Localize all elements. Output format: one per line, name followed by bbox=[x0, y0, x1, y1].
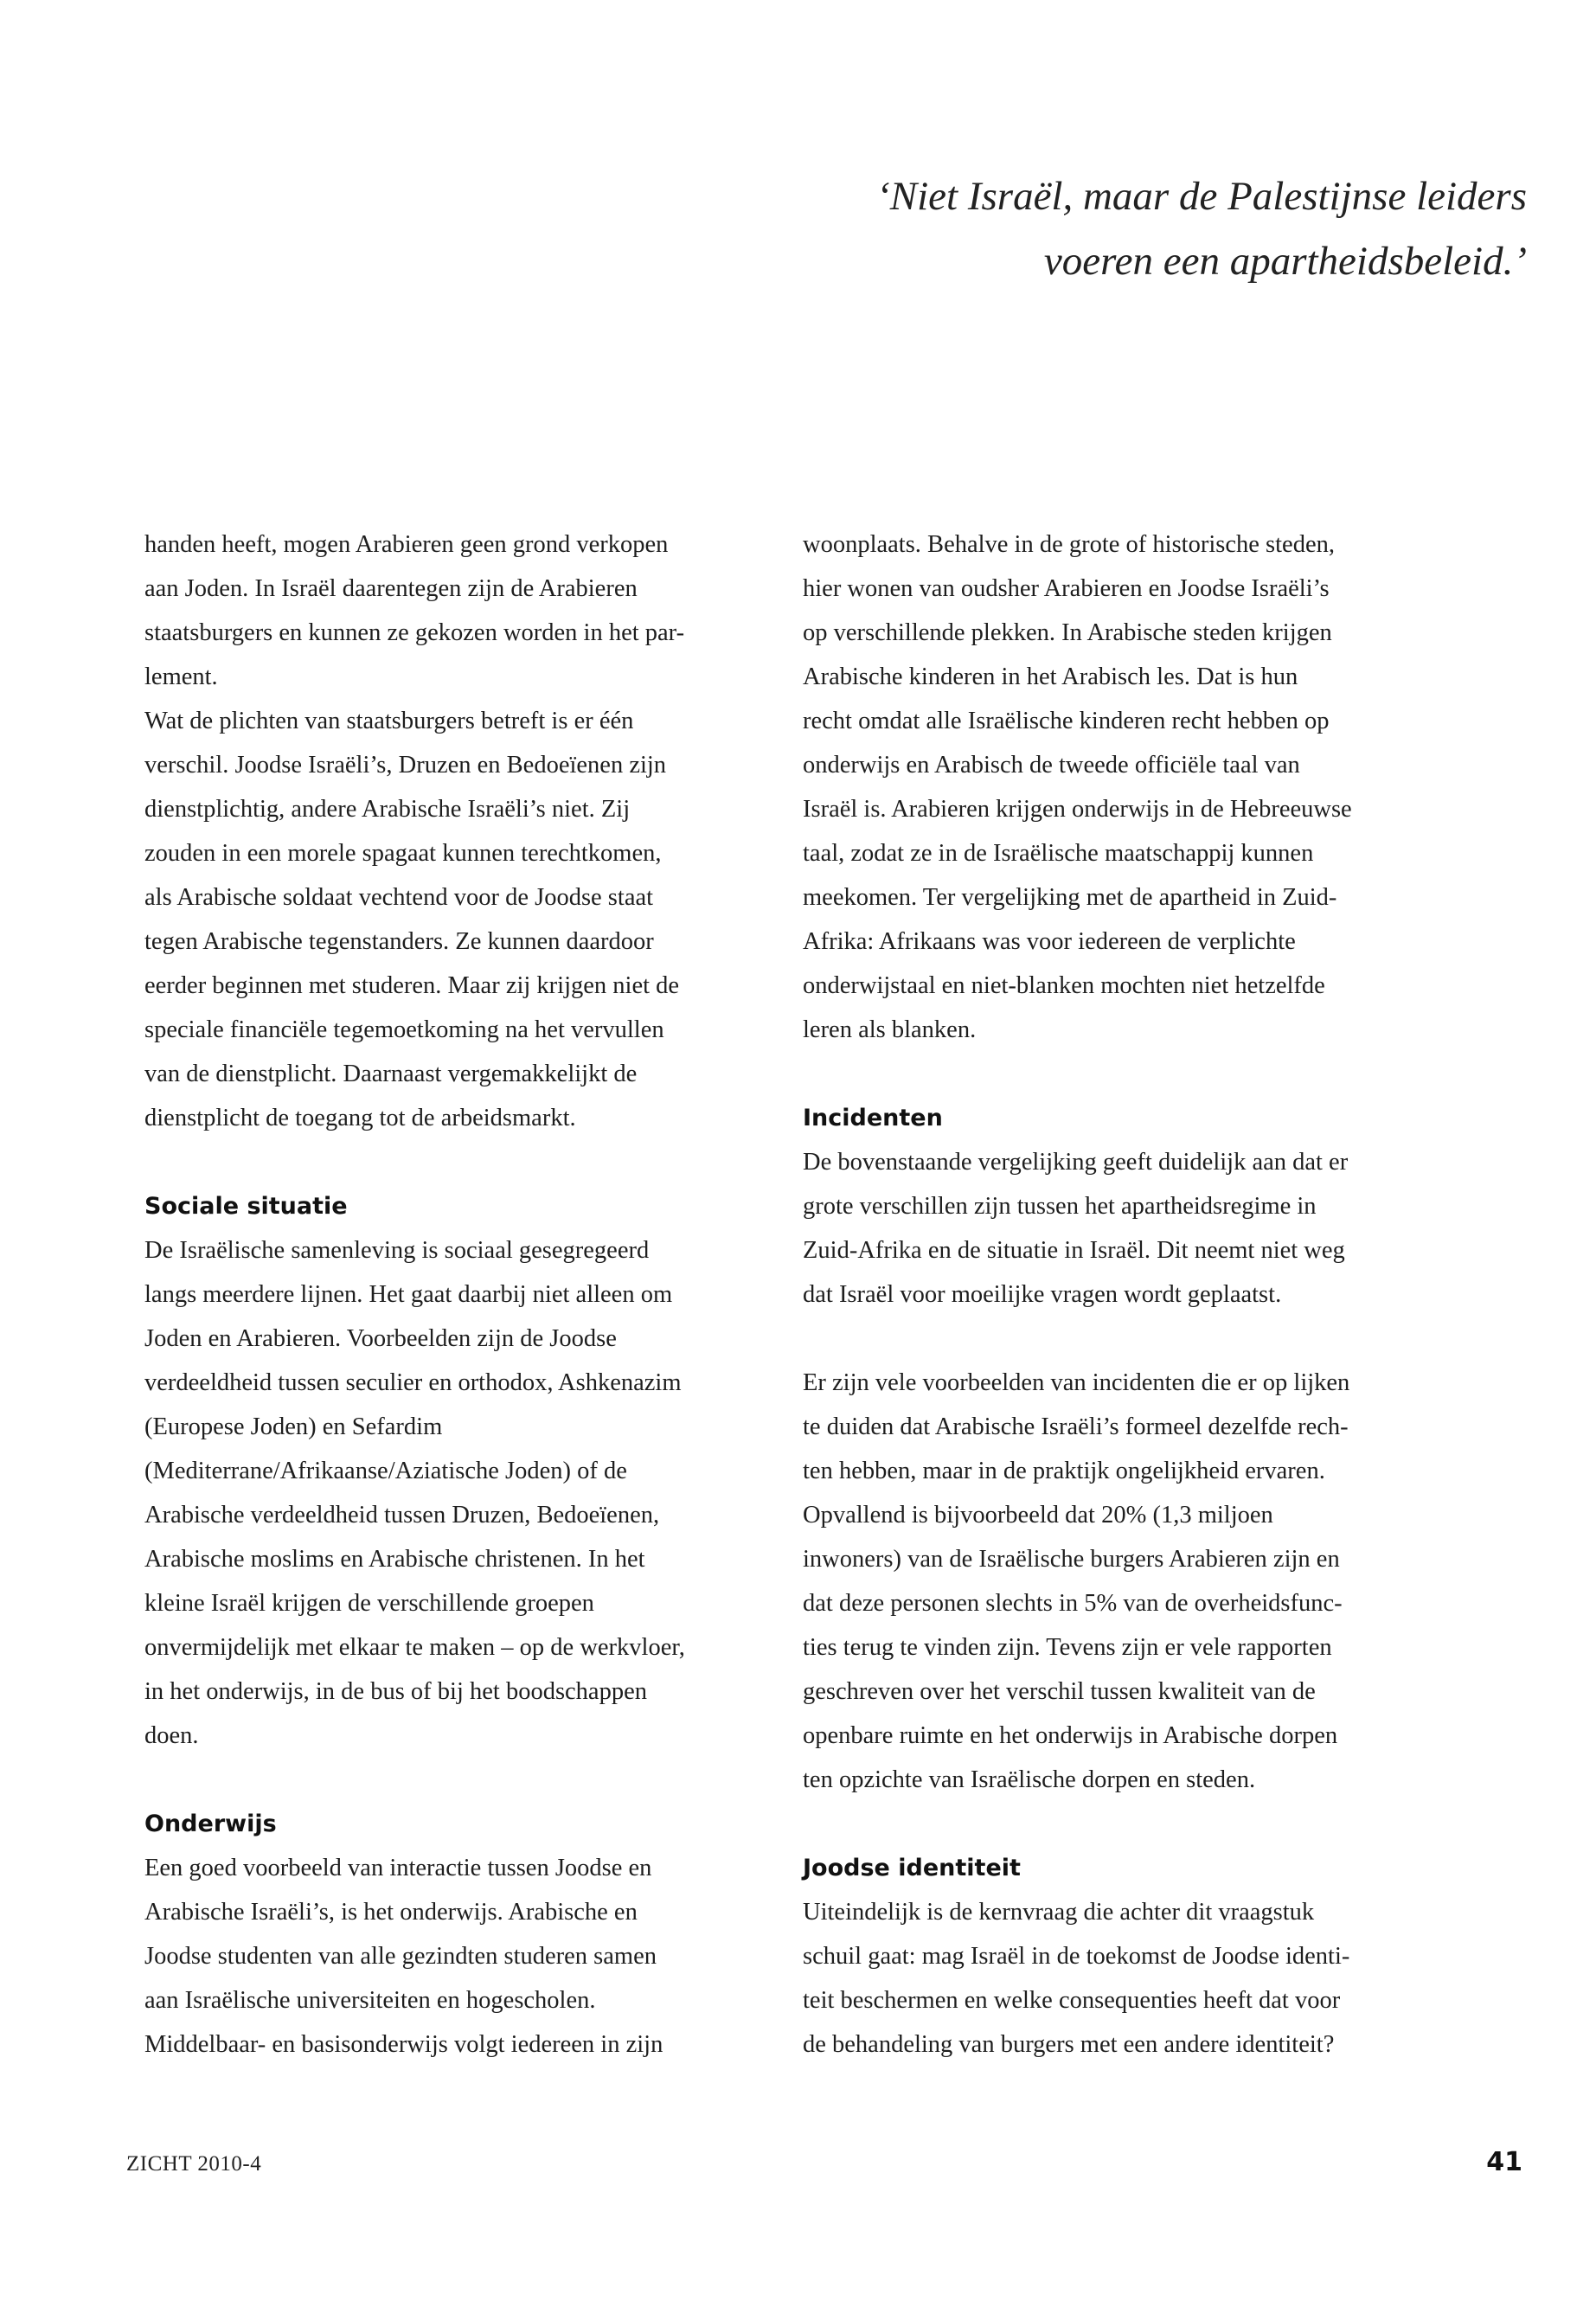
text-line: Arabische verdeeldheid tussen Druzen, Bedoeïenen, bbox=[144, 1502, 660, 1529]
text-line: ties terug te vinden zijn. Tevens zijn er vele rapporten bbox=[803, 1634, 1332, 1661]
text-line: Israël is. Arabieren krijgen onderwijs in de Hebreeuwse bbox=[803, 796, 1352, 823]
text-line: handen heeft, mogen Arabieren geen grond verkopen bbox=[144, 531, 669, 558]
pull-quote-line: voeren een apartheidsbeleid.’ bbox=[1043, 239, 1527, 284]
text-line: als Arabische soldaat vechtend voor de Joodse staat bbox=[144, 884, 654, 911]
text-line: Uiteindelijk is de kernvraag die achter dit vraagstuk bbox=[803, 1899, 1315, 1926]
pull-quote-line: ‘Niet Israël, maar de Palestijnse leiders bbox=[876, 174, 1527, 219]
text-line: te duiden dat Arabische Israëli’s formeel dezelfde rech- bbox=[803, 1413, 1349, 1440]
text-line: recht omdat alle Israëlische kinderen recht hebben op bbox=[803, 708, 1330, 734]
text-line: langs meerdere lijnen. Het gaat daarbij niet alleen om bbox=[144, 1281, 673, 1308]
text-line: woonplaats. Behalve in de grote of historische steden, bbox=[803, 531, 1335, 558]
text-line: Afrika: Afrikaans was voor iedereen de verplichte bbox=[803, 928, 1296, 955]
right-column bbox=[803, 522, 1391, 2067]
text-line: verschil. Joodse Israëli’s, Druzen en Bedoeïenen zijn bbox=[144, 752, 667, 779]
text-line: tegen Arabische tegenstanders. Ze kunnen daardoor bbox=[144, 928, 654, 955]
text-line: Joodse studenten van alle gezindten studeren samen bbox=[144, 1943, 657, 1970]
text-line: onderwijstaal en niet-blanken mochten niet hetzelfde bbox=[803, 972, 1325, 999]
paragraph bbox=[803, 1361, 1391, 1802]
text-line: (Europese Joden) en Sefardim bbox=[144, 1413, 443, 1440]
text-line: onvermijdelijk met elkaar te maken – op de werkvloer, bbox=[144, 1634, 685, 1661]
text-line: ten hebben, maar in de praktijk ongelijkheid ervaren. bbox=[803, 1458, 1325, 1484]
text-line: kleine Israël krijgen de verschillende groepen bbox=[144, 1590, 594, 1617]
text-line: teit beschermen en welke consequenties heeft dat voor bbox=[803, 1987, 1341, 2014]
text-line: dienstplichtig, andere Arabische Israëli’s niet. Zij bbox=[144, 796, 631, 823]
text-line: Arabische moslims en Arabische christenen. In het bbox=[144, 1546, 645, 1573]
page-number: 41 bbox=[1486, 2147, 1522, 2177]
text-line: zouden in een morele spagaat kunnen terechtkomen, bbox=[144, 840, 662, 867]
text-line: doen. bbox=[144, 1722, 199, 1749]
spacer bbox=[144, 1758, 733, 1802]
section-heading: Joodse identiteit bbox=[803, 1855, 1021, 1881]
paragraph bbox=[144, 522, 733, 699]
paragraph bbox=[144, 699, 733, 1140]
spacer bbox=[803, 1317, 1391, 1361]
section-heading: Incidenten bbox=[803, 1105, 943, 1131]
paragraph bbox=[803, 522, 1391, 1052]
text-line: verdeeldheid tussen seculier en orthodox, Ashkenazim bbox=[144, 1369, 682, 1396]
text-line: Wat de plichten van staatsburgers betreft is er één bbox=[144, 708, 634, 734]
paragraph bbox=[803, 1890, 1391, 2067]
text-line: dat Israël voor moeilijke vragen wordt geplaatst. bbox=[803, 1281, 1282, 1308]
text-line: openbare ruimte en het onderwijs in Arabische dorpen bbox=[803, 1722, 1338, 1749]
paragraph bbox=[144, 1228, 733, 1758]
text-line: Middelbaar- en basisonderwijs volgt iedereen in zijn bbox=[144, 2031, 663, 2058]
text-line: aan Joden. In Israël daarentegen zijn de Arabieren bbox=[144, 575, 638, 602]
text-line: meekomen. Ter vergelijking met de apartheid in Zuid- bbox=[803, 884, 1337, 911]
text-line: inwoners) van de Israëlische burgers Arabieren zijn en bbox=[803, 1546, 1340, 1573]
paragraph bbox=[803, 1140, 1391, 1317]
text-line: lement. bbox=[144, 663, 218, 690]
text-line: (Mediterrane/Afrikaanse/Aziatische Joden) of de bbox=[144, 1458, 627, 1484]
text-line: speciale financiële tegemoetkoming na het vervullen bbox=[144, 1016, 664, 1043]
text-line: staatsburgers en kunnen ze gekozen worden in het par- bbox=[144, 619, 685, 646]
text-line: taal, zodat ze in de Israëlische maatschappij kunnen bbox=[803, 840, 1314, 867]
spacer bbox=[803, 1052, 1391, 1096]
text-line: dienstplicht de toegang tot de arbeidsmarkt. bbox=[144, 1105, 576, 1131]
text-line: De Israëlische samenleving is sociaal gesegregeerd bbox=[144, 1237, 650, 1264]
text-line: in het onderwijs, in de bus of bij het boodschappen bbox=[144, 1678, 647, 1705]
text-line: op verschillende plekken. In Arabische steden krijgen bbox=[803, 619, 1332, 646]
text-line: eerder beginnen met studeren. Maar zij krijgen niet de bbox=[144, 972, 680, 999]
paragraph bbox=[144, 1846, 733, 2067]
section-heading: Onderwijs bbox=[144, 1811, 277, 1837]
text-line: van de dienstplicht. Daarnaast vergemakkelijkt de bbox=[144, 1061, 638, 1087]
spacer bbox=[803, 1802, 1391, 1846]
text-line: hier wonen van oudsher Arabieren en Joodse Israëli’s bbox=[803, 575, 1330, 602]
text-line: dat deze personen slechts in 5% van de overheidsfunc- bbox=[803, 1590, 1343, 1617]
left-column bbox=[144, 522, 733, 2067]
pull-quote bbox=[575, 164, 1527, 294]
text-line: Arabische kinderen in het Arabisch les. Dat is hun bbox=[803, 663, 1298, 690]
section-heading: Sociale situatie bbox=[144, 1193, 348, 1220]
footer-publication: ZICHT 2010-4 bbox=[126, 2152, 262, 2176]
text-line: grote verschillen zijn tussen het apartheidsregime in bbox=[803, 1193, 1317, 1220]
text-line: onderwijs en Arabisch de tweede officiële taal van bbox=[803, 752, 1300, 779]
text-line: aan Israëlische universiteiten en hogescholen. bbox=[144, 1987, 596, 2014]
text-line: Zuid-Afrika en de situatie in Israël. Dit neemt niet weg bbox=[803, 1237, 1345, 1264]
text-line: geschreven over het verschil tussen kwaliteit van de bbox=[803, 1678, 1316, 1705]
text-line: de behandeling van burgers met een andere identiteit? bbox=[803, 2031, 1335, 2058]
text-line: schuil gaat: mag Israël in de toekomst de Joodse identi- bbox=[803, 1943, 1350, 1970]
text-line: Arabische Israëli’s, is het onderwijs. Arabische en bbox=[144, 1899, 638, 1926]
text-line: leren als blanken. bbox=[803, 1016, 977, 1043]
text-line: Joden en Arabieren. Voorbeelden zijn de Joodse bbox=[144, 1325, 617, 1352]
text-line: Een goed voorbeeld van interactie tussen Joodse en bbox=[144, 1855, 652, 1881]
text-line: Er zijn vele voorbeelden van incidenten die er op lijken bbox=[803, 1369, 1350, 1396]
text-line: Opvallend is bijvoorbeeld dat 20% (1,3 miljoen bbox=[803, 1502, 1273, 1529]
text-line: De bovenstaande vergelijking geeft duidelijk aan dat er bbox=[803, 1149, 1349, 1176]
text-line: ten opzichte van Israëlische dorpen en steden. bbox=[803, 1766, 1256, 1793]
spacer bbox=[144, 1140, 733, 1184]
